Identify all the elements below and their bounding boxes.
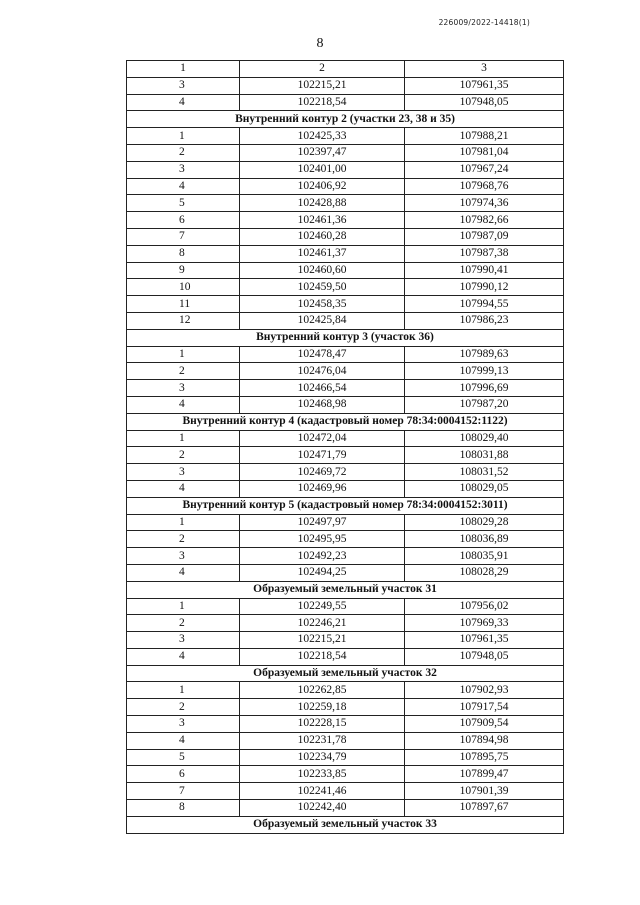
- x-coordinate-cell: 102460,60: [240, 262, 405, 279]
- point-number-cell: 3: [127, 716, 240, 733]
- x-coordinate-cell: 102494,25: [240, 564, 405, 581]
- x-coordinate-cell: 102428,88: [240, 195, 405, 212]
- table-row: [127, 716, 564, 733]
- table-row: [127, 682, 564, 699]
- point-number-cell: 8: [127, 245, 240, 262]
- y-coordinate-cell: 107994,55: [405, 296, 564, 313]
- table-row: [127, 564, 564, 581]
- section-heading-row: [127, 581, 564, 598]
- table-row: [127, 77, 564, 94]
- x-coordinate-cell: 102469,96: [240, 480, 405, 497]
- x-coordinate-cell: 102459,50: [240, 279, 405, 296]
- section-title: Образуемый земельный участок 32: [127, 665, 564, 682]
- point-number-cell: 11: [127, 296, 240, 313]
- point-number-cell: 5: [127, 195, 240, 212]
- y-coordinate-cell: 107989,63: [405, 346, 564, 363]
- point-number-cell: 4: [127, 94, 240, 111]
- section-heading-row: [127, 329, 564, 346]
- y-coordinate-cell: 107956,02: [405, 598, 564, 615]
- table-row: [127, 648, 564, 665]
- section-title: Внутренний контур 4 (кадастровый номер 78:34:0004152:1122): [127, 413, 564, 430]
- section-heading-row: [127, 665, 564, 682]
- x-coordinate-cell: 102218,54: [240, 648, 405, 665]
- table-row: [127, 396, 564, 413]
- table-row: [127, 632, 564, 649]
- point-number-cell: 4: [127, 178, 240, 195]
- table-row: [127, 212, 564, 229]
- header-col-1: 1: [127, 61, 240, 78]
- y-coordinate-cell: 108029,40: [405, 430, 564, 447]
- point-number-cell: 2: [127, 363, 240, 380]
- coordinates-table: [126, 60, 564, 834]
- table-row: [127, 430, 564, 447]
- section-title: Внутренний контур 3 (участок 36): [127, 329, 564, 346]
- section-heading-row: [127, 497, 564, 514]
- table-row: [127, 262, 564, 279]
- point-number-cell: 3: [127, 77, 240, 94]
- x-coordinate-cell: 102249,55: [240, 598, 405, 615]
- table-row: [127, 548, 564, 565]
- table-row: [127, 245, 564, 262]
- point-number-cell: 1: [127, 598, 240, 615]
- point-number-cell: 4: [127, 732, 240, 749]
- y-coordinate-cell: 107948,05: [405, 94, 564, 111]
- table-row: [127, 195, 564, 212]
- y-coordinate-cell: 107990,41: [405, 262, 564, 279]
- table-row: [127, 800, 564, 817]
- document-number: 226009/2022-14418(1): [438, 18, 530, 27]
- table-row: [127, 363, 564, 380]
- x-coordinate-cell: 102468,98: [240, 396, 405, 413]
- point-number-cell: 2: [127, 531, 240, 548]
- point-number-cell: 2: [127, 615, 240, 632]
- table-row: [127, 783, 564, 800]
- y-coordinate-cell: 108035,91: [405, 548, 564, 565]
- section-heading-row: [127, 413, 564, 430]
- table-header-row: [127, 61, 564, 78]
- y-coordinate-cell: 107897,67: [405, 800, 564, 817]
- table-row: [127, 161, 564, 178]
- y-coordinate-cell: 107909,54: [405, 716, 564, 733]
- point-number-cell: 10: [127, 279, 240, 296]
- x-coordinate-cell: 102215,21: [240, 77, 405, 94]
- x-coordinate-cell: 102425,84: [240, 312, 405, 329]
- point-number-cell: 3: [127, 464, 240, 481]
- point-number-cell: 3: [127, 548, 240, 565]
- y-coordinate-cell: 107968,76: [405, 178, 564, 195]
- x-coordinate-cell: 102461,36: [240, 212, 405, 229]
- section-heading-row: [127, 111, 564, 128]
- table-row: [127, 380, 564, 397]
- x-coordinate-cell: 102425,33: [240, 128, 405, 145]
- table-row: [127, 464, 564, 481]
- point-number-cell: 5: [127, 749, 240, 766]
- table-row: [127, 598, 564, 615]
- table-row: [127, 732, 564, 749]
- y-coordinate-cell: 108029,05: [405, 480, 564, 497]
- x-coordinate-cell: 102461,37: [240, 245, 405, 262]
- point-number-cell: 2: [127, 447, 240, 464]
- point-number-cell: 2: [127, 144, 240, 161]
- table-row: [127, 749, 564, 766]
- table-row: [127, 346, 564, 363]
- y-coordinate-cell: 107902,93: [405, 682, 564, 699]
- table-row: [127, 531, 564, 548]
- coordinates-table-body: [127, 61, 564, 834]
- table-row: [127, 312, 564, 329]
- y-coordinate-cell: 107990,12: [405, 279, 564, 296]
- section-title: Внутренний контур 2 (участки 23, 38 и 35): [127, 111, 564, 128]
- point-number-cell: 9: [127, 262, 240, 279]
- section-title: Образуемый земельный участок 31: [127, 581, 564, 598]
- y-coordinate-cell: 107982,66: [405, 212, 564, 229]
- y-coordinate-cell: 108031,88: [405, 447, 564, 464]
- point-number-cell: 2: [127, 699, 240, 716]
- y-coordinate-cell: 107961,35: [405, 77, 564, 94]
- header-col-2: 2: [240, 61, 405, 78]
- point-number-cell: 12: [127, 312, 240, 329]
- section-heading-row: [127, 816, 564, 833]
- x-coordinate-cell: 102476,04: [240, 363, 405, 380]
- y-coordinate-cell: 107948,05: [405, 648, 564, 665]
- y-coordinate-cell: 107987,38: [405, 245, 564, 262]
- y-coordinate-cell: 108029,28: [405, 514, 564, 531]
- y-coordinate-cell: 107901,39: [405, 783, 564, 800]
- point-number-cell: 4: [127, 648, 240, 665]
- x-coordinate-cell: 102495,95: [240, 531, 405, 548]
- point-number-cell: 8: [127, 800, 240, 817]
- point-number-cell: 1: [127, 346, 240, 363]
- x-coordinate-cell: 102401,00: [240, 161, 405, 178]
- y-coordinate-cell: 107974,36: [405, 195, 564, 212]
- x-coordinate-cell: 102246,21: [240, 615, 405, 632]
- x-coordinate-cell: 102466,54: [240, 380, 405, 397]
- x-coordinate-cell: 102233,85: [240, 766, 405, 783]
- point-number-cell: 7: [127, 228, 240, 245]
- table-row: [127, 615, 564, 632]
- y-coordinate-cell: 107969,33: [405, 615, 564, 632]
- y-coordinate-cell: 108036,89: [405, 531, 564, 548]
- x-coordinate-cell: 102406,92: [240, 178, 405, 195]
- x-coordinate-cell: 102215,21: [240, 632, 405, 649]
- section-title: Образуемый земельный участок 33: [127, 816, 564, 833]
- table-row: [127, 480, 564, 497]
- x-coordinate-cell: 102478,47: [240, 346, 405, 363]
- table-row: [127, 144, 564, 161]
- x-coordinate-cell: 102492,23: [240, 548, 405, 565]
- point-number-cell: 6: [127, 212, 240, 229]
- page-number: 8: [316, 36, 324, 51]
- x-coordinate-cell: 102458,35: [240, 296, 405, 313]
- x-coordinate-cell: 102497,97: [240, 514, 405, 531]
- point-number-cell: 4: [127, 396, 240, 413]
- table-row: [127, 514, 564, 531]
- table-row: [127, 699, 564, 716]
- x-coordinate-cell: 102234,79: [240, 749, 405, 766]
- y-coordinate-cell: 107996,69: [405, 380, 564, 397]
- header-col-3: 3: [405, 61, 564, 78]
- point-number-cell: 3: [127, 161, 240, 178]
- table-row: [127, 178, 564, 195]
- y-coordinate-cell: 107987,09: [405, 228, 564, 245]
- y-coordinate-cell: 108031,52: [405, 464, 564, 481]
- table-row: [127, 447, 564, 464]
- table-row: [127, 766, 564, 783]
- table-row: [127, 94, 564, 111]
- point-number-cell: 1: [127, 128, 240, 145]
- y-coordinate-cell: 107899,47: [405, 766, 564, 783]
- y-coordinate-cell: 107986,23: [405, 312, 564, 329]
- y-coordinate-cell: 107981,04: [405, 144, 564, 161]
- x-coordinate-cell: 102218,54: [240, 94, 405, 111]
- point-number-cell: 4: [127, 564, 240, 581]
- x-coordinate-cell: 102231,78: [240, 732, 405, 749]
- table-row: [127, 279, 564, 296]
- y-coordinate-cell: 107894,98: [405, 732, 564, 749]
- point-number-cell: 3: [127, 632, 240, 649]
- point-number-cell: 6: [127, 766, 240, 783]
- x-coordinate-cell: 102397,47: [240, 144, 405, 161]
- x-coordinate-cell: 102259,18: [240, 699, 405, 716]
- table-row: [127, 228, 564, 245]
- y-coordinate-cell: 107987,20: [405, 396, 564, 413]
- point-number-cell: 1: [127, 682, 240, 699]
- y-coordinate-cell: 107961,35: [405, 632, 564, 649]
- point-number-cell: 1: [127, 430, 240, 447]
- x-coordinate-cell: 102472,04: [240, 430, 405, 447]
- table-row: [127, 296, 564, 313]
- y-coordinate-cell: 107967,24: [405, 161, 564, 178]
- y-coordinate-cell: 107895,75: [405, 749, 564, 766]
- point-number-cell: 3: [127, 380, 240, 397]
- x-coordinate-cell: 102460,28: [240, 228, 405, 245]
- y-coordinate-cell: 107917,54: [405, 699, 564, 716]
- x-coordinate-cell: 102471,79: [240, 447, 405, 464]
- x-coordinate-cell: 102228,15: [240, 716, 405, 733]
- y-coordinate-cell: 107999,13: [405, 363, 564, 380]
- point-number-cell: 1: [127, 514, 240, 531]
- point-number-cell: 7: [127, 783, 240, 800]
- table-row: [127, 128, 564, 145]
- x-coordinate-cell: 102262,85: [240, 682, 405, 699]
- y-coordinate-cell: 108028,29: [405, 564, 564, 581]
- x-coordinate-cell: 102469,72: [240, 464, 405, 481]
- x-coordinate-cell: 102241,46: [240, 783, 405, 800]
- section-title: Внутренний контур 5 (кадастровый номер 78:34:0004152:3011): [127, 497, 564, 514]
- x-coordinate-cell: 102242,40: [240, 800, 405, 817]
- y-coordinate-cell: 107988,21: [405, 128, 564, 145]
- point-number-cell: 4: [127, 480, 240, 497]
